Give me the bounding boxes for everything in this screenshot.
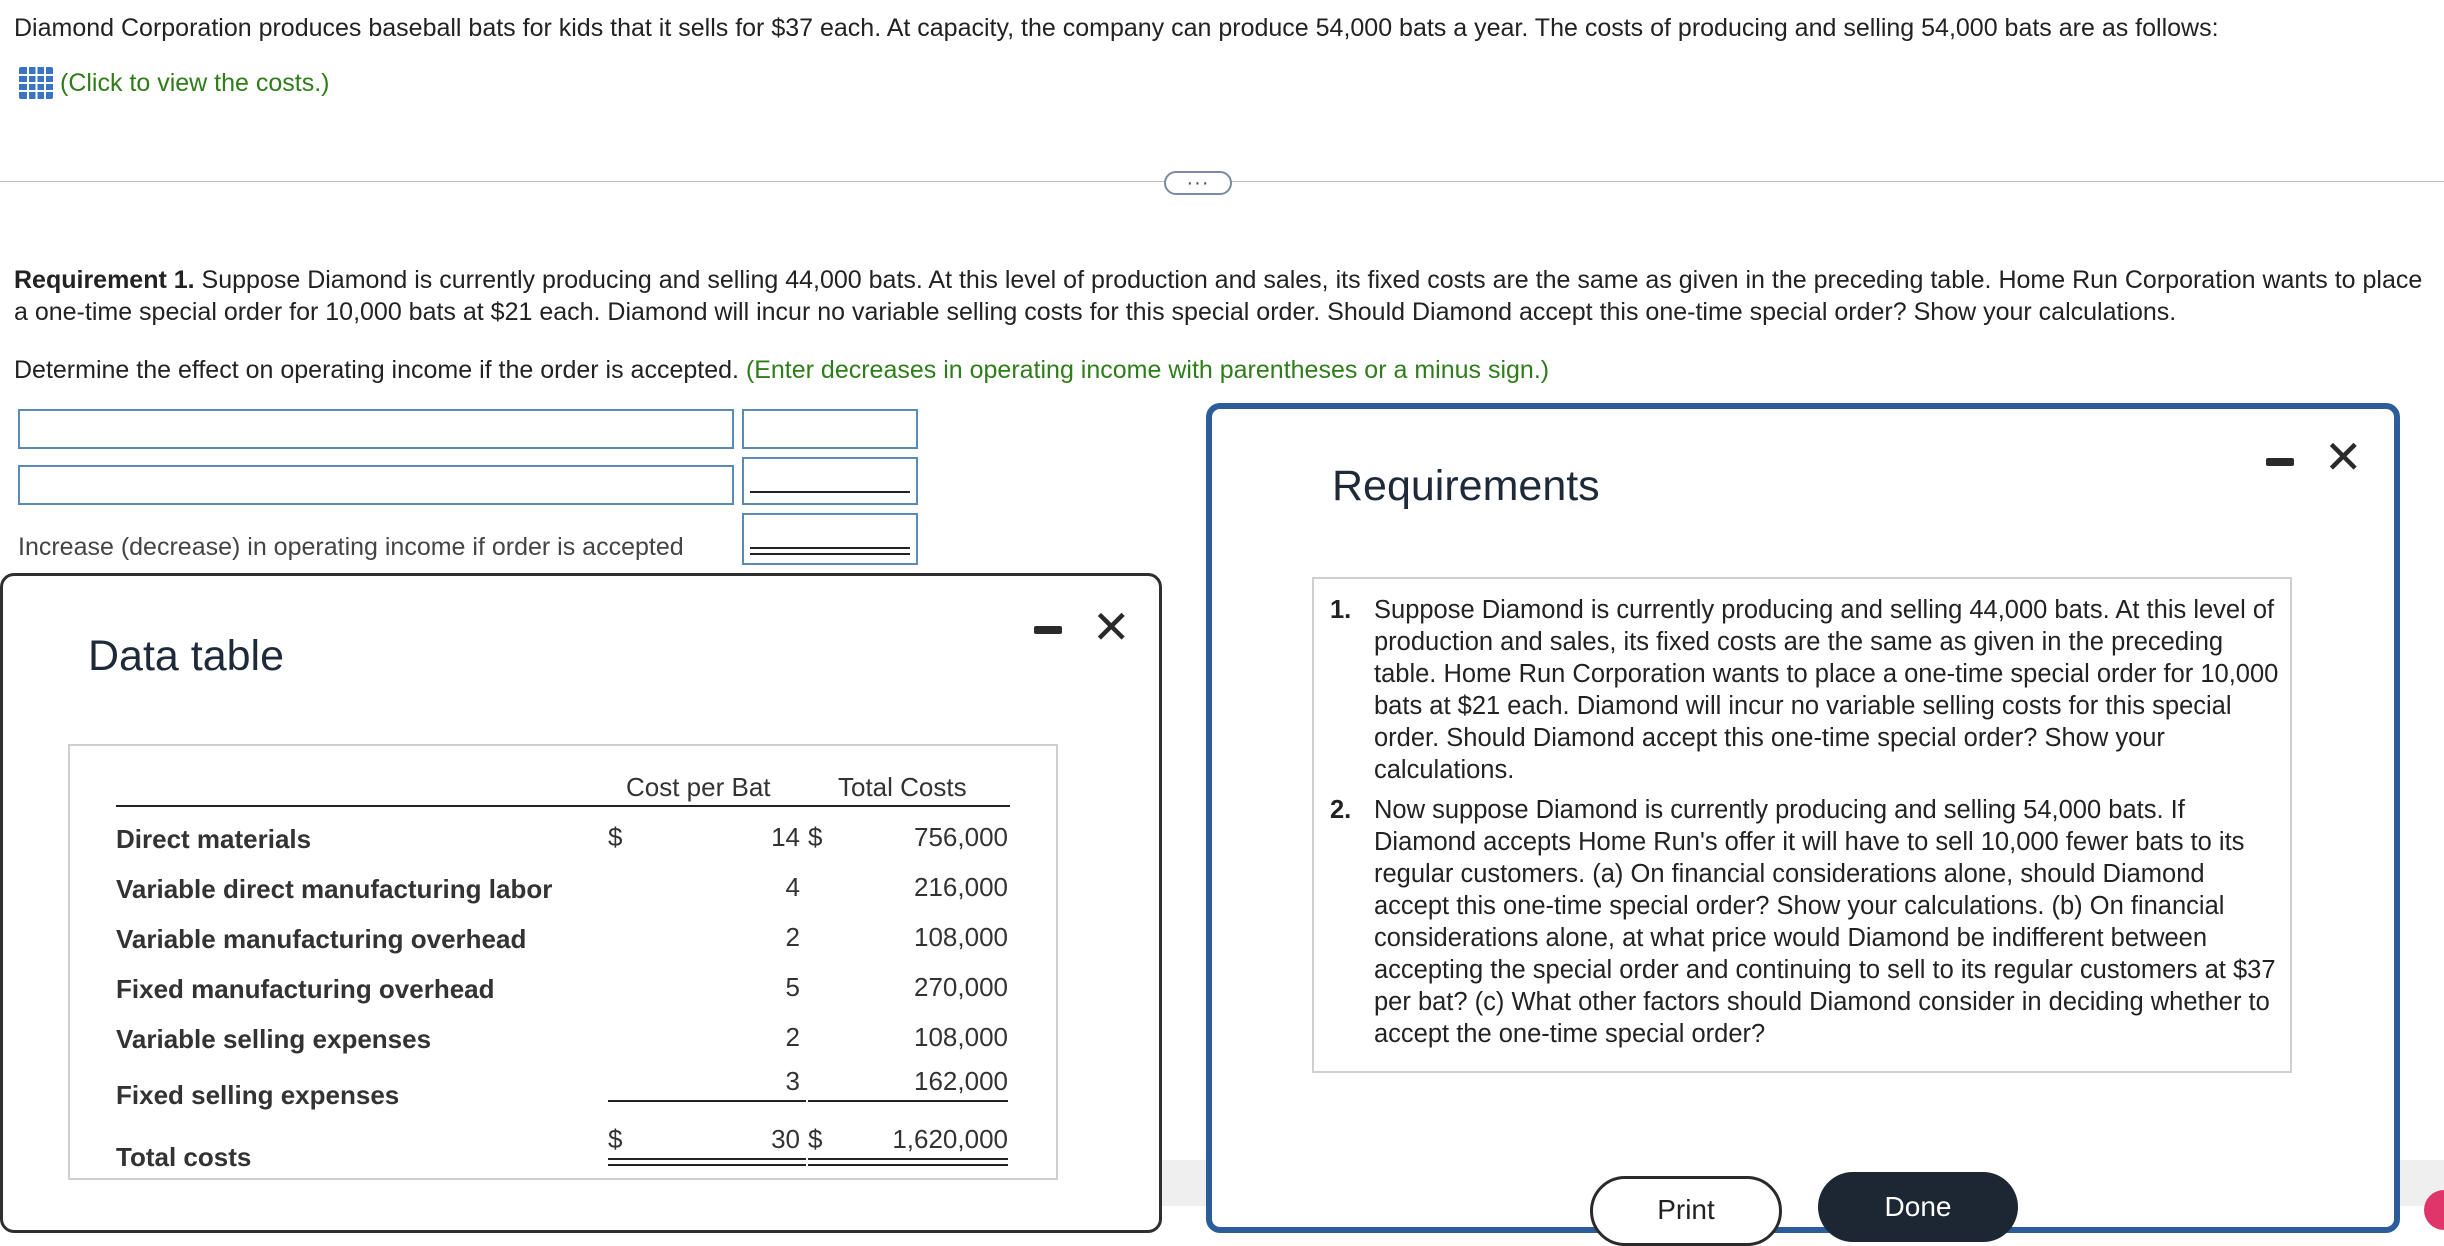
requirement-1-text: [14, 264, 2434, 328]
requirement-number: 1.: [1330, 596, 1352, 624]
expand-button[interactable]: ···: [1164, 171, 1232, 195]
requirement-item: [1330, 794, 2280, 1050]
requirement-text: Now suppose Diamond is currently producing and selling 54,000 bats. If Diamond accepts Home Run's offer it will have to sell 10,000 fewer bats to its regular customers. (a) On financial considerations alone, should Diamond accept this one-time special order? Show your calculations. (b) On financial considerations alone, at what price would Diamond be indifferent between accepting the special order and continuing to sell to its regular customers at $37 per bat? (c) What other factors should Diamond consider in deciding whether to accept the one-time special order?: [1374, 796, 2276, 1048]
requirement-number: 2.: [1330, 796, 1352, 824]
double-underline-bottom: [750, 553, 910, 555]
row-total-fixed-selling: 162,000: [914, 1066, 1008, 1096]
data-table-box: [68, 744, 1058, 1180]
requirement-1-body: Suppose Diamond is currently producing and selling 44,000 bats. At this level of production and sales, its fixed costs are the same as given in the preceding table. Home Run Corporation wants to place a one-time special order for 10,000 bats at $21 each. Diamond will incur no variable selling costs for this special order. Should Diamond accept this one-time special order? Show your calculations.: [14, 266, 2423, 326]
row-label-fixed-overhead: Fixed manufacturing overhead: [116, 974, 495, 1004]
total-per-bat: 30: [771, 1124, 800, 1154]
determine-text: Determine the effect on operating income if the order is accepted.: [14, 356, 739, 384]
col-header-total-costs: Total Costs: [838, 772, 967, 802]
row-per-bat-direct-materials: 14: [771, 822, 800, 852]
total-double-line-2b: [808, 1164, 1008, 1166]
col-header-cost-per-bat: Cost per Bat: [626, 772, 771, 802]
done-button[interactable]: Done: [1818, 1172, 2018, 1242]
view-costs-label[interactable]: (Click to view the costs.): [60, 68, 330, 97]
row-total-variable-selling: 108,000: [914, 1022, 1008, 1052]
determine-hint: (Enter decreases in operating income with parentheses or a minus sign.): [738, 356, 1550, 384]
total-double-line-1b: [608, 1164, 806, 1166]
answer-row-1-label-input[interactable]: [18, 409, 734, 449]
requirements-title: Requirements: [1332, 462, 1600, 510]
subtotal-line-per-bat: [608, 1100, 806, 1102]
row-total-fixed-overhead: 270,000: [914, 972, 1008, 1002]
total-costs-value: 1,620,000: [892, 1124, 1008, 1154]
close-icon[interactable]: ✕: [1092, 601, 1131, 653]
row-per-bat-variable-overhead: 2: [785, 922, 800, 952]
problem-intro: Diamond Corporation produces baseball bats for kids that it sells for $37 each. At capacity, the company can produce 54,000 bats a year. The costs of producing and selling 54,000 bats are as follows:: [14, 14, 2219, 42]
total-double-line-1a: [608, 1158, 806, 1160]
total-dollar-per-bat: $: [608, 1124, 623, 1154]
row-label-variable-labor: Variable direct manufacturing labor: [116, 874, 553, 904]
minimize-icon[interactable]: [1034, 626, 1062, 634]
determine-instruction: [14, 356, 1549, 385]
row-per-bat-fixed-selling: 3: [785, 1066, 800, 1096]
answer-row-2-value-input[interactable]: [742, 457, 918, 505]
double-underline-top: [750, 547, 910, 549]
total-double-line-2a: [808, 1158, 1008, 1160]
row-label-variable-overhead: Variable manufacturing overhead: [116, 924, 527, 954]
close-icon[interactable]: ✕: [2324, 431, 2363, 483]
row-per-bat-variable-selling: 2: [785, 1022, 800, 1052]
requirements-list: [1330, 594, 2280, 1058]
row-label-direct-materials: Direct materials: [116, 824, 312, 854]
view-costs-link[interactable]: [18, 66, 330, 100]
row-per-bat-fixed-overhead: 5: [785, 972, 800, 1002]
total-dollar-total: $: [808, 1124, 823, 1154]
data-table-title: Data table: [88, 632, 285, 680]
row-total-variable-overhead: 108,000: [914, 922, 1008, 952]
requirement-item: [1330, 594, 2280, 786]
requirement-1-label: Requirement 1.: [14, 266, 195, 294]
answer-row-1-value-input[interactable]: [742, 409, 918, 449]
increase-decrease-label: Increase (decrease) in operating income if order is accepted: [18, 533, 684, 561]
row-label-variable-selling: Variable selling expenses: [116, 1024, 432, 1054]
print-button[interactable]: Print: [1590, 1176, 1782, 1246]
row-total-variable-labor: 216,000: [914, 872, 1008, 902]
row-dollar-per-bat: $: [608, 822, 623, 852]
answer-row-2-label-input[interactable]: [18, 465, 734, 505]
row-per-bat-variable-labor: 4: [785, 872, 800, 902]
subtotal-underline: [750, 491, 910, 493]
table-grid-icon: [18, 66, 54, 100]
minimize-icon[interactable]: [2266, 458, 2294, 466]
subtotal-line-total: [808, 1100, 1008, 1102]
row-dollar-total: $: [808, 822, 823, 852]
operating-income-change-input[interactable]: [742, 513, 918, 565]
row-total-direct-materials: 756,000: [914, 822, 1008, 852]
requirement-text: Suppose Diamond is currently producing and selling 44,000 bats. At this level of production and sales, its fixed costs are the same as given in the preceding table. Home Run Corporation wants to place a one-time special order for 10,000 bats at $21 each. Diamond will incur no variable selling costs for this special order. Should Diamond accept this one-time special order? Show your calculations.: [1374, 596, 2279, 784]
row-label-fixed-selling: Fixed selling expenses: [116, 1080, 400, 1110]
header-underline: [116, 805, 1010, 807]
row-label-total-costs: Total costs: [116, 1142, 252, 1172]
